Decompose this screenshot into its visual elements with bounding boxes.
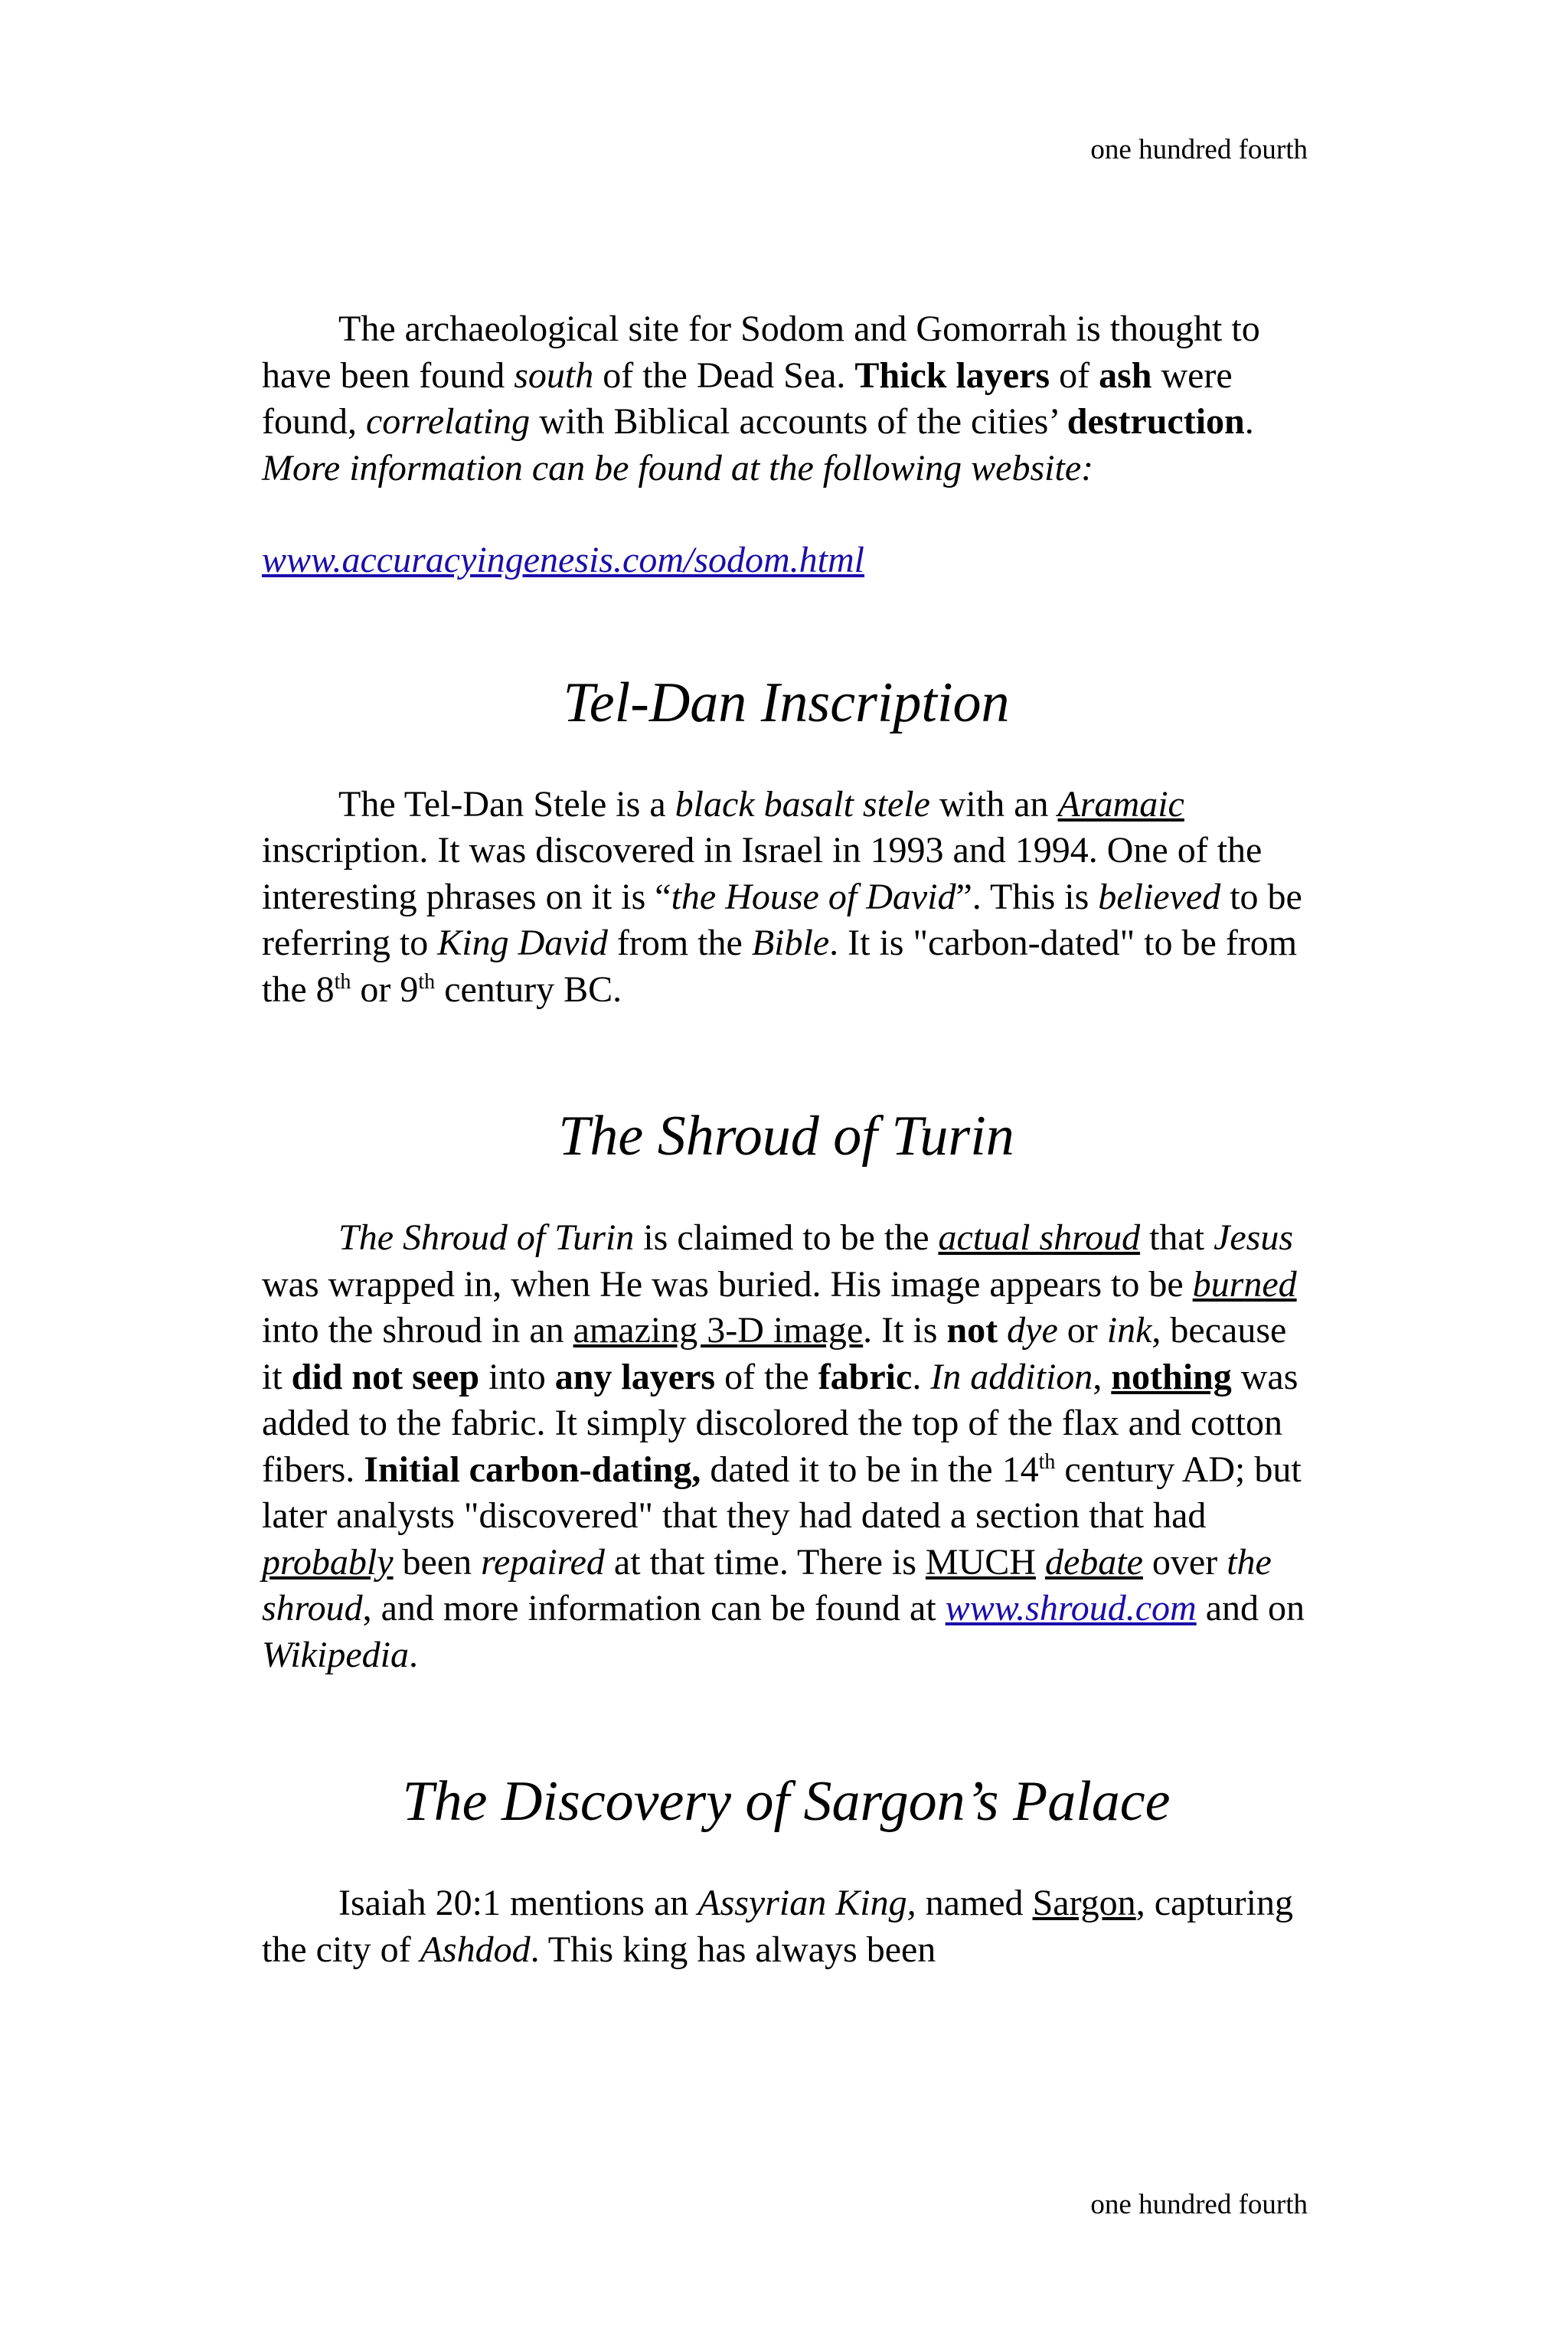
text-run: The Tel-Dan Stele is a [338, 783, 675, 825]
text-run: . It is [863, 1310, 947, 1351]
text-run: , [1093, 1356, 1112, 1397]
text-run: , because it [262, 1310, 1287, 1397]
text-run: actual shroud [938, 1217, 1141, 1258]
text-run: probably [262, 1541, 394, 1583]
text-run: of [1050, 354, 1099, 396]
text-run: More information can be found at the following website: [262, 447, 1094, 488]
text-run: and on [1196, 1588, 1305, 1628]
text-run: dated it to be in the 14 [701, 1449, 1039, 1490]
text-run: black basalt stele [675, 783, 930, 825]
text-run: over [1142, 1541, 1227, 1583]
text-run: into the shroud in an [262, 1310, 573, 1351]
text-run: into [479, 1356, 555, 1397]
superscript: th [1038, 1449, 1056, 1474]
text-run: Bible [751, 923, 830, 963]
sodom-link-line [262, 537, 1311, 584]
text-run: been [393, 1541, 482, 1583]
superscript: th [418, 969, 436, 994]
text-run: did not seep [291, 1356, 480, 1397]
shroud-website-link[interactable]: www.shroud.com [945, 1588, 1197, 1628]
text-run: was added to the fabric. It simply discolored the top of the flax and cotton fibers. [262, 1356, 1298, 1490]
text-run [998, 1310, 1007, 1351]
text-run: The archaeological site for Sodom and Gomorrah is thought to have been found [262, 309, 1260, 396]
text-run: at that time. There is [604, 1541, 926, 1583]
superscript: th [334, 969, 351, 994]
text-run: the House of David [671, 876, 956, 917]
page-content [262, 306, 1311, 1973]
text-run: or [1057, 1310, 1107, 1351]
text-run: The Shroud of Turin [338, 1217, 635, 1258]
page-footer: one hundred fourth [1090, 2189, 1308, 2220]
text-run: fabric [818, 1356, 913, 1397]
text-run: destruction [1067, 401, 1245, 442]
text-run: Wikipedia [262, 1634, 409, 1675]
text-run: of the Dead Sea. [593, 354, 855, 396]
text-run: inscription. It was discovered in Israel in 1993 and 1994. One of the interesting phrases on it is “ [262, 830, 1263, 917]
text-run: with Biblical accounts of the cities’ [530, 401, 1067, 442]
text-run: ”. This is [956, 876, 1099, 917]
text-run: were found, [262, 354, 1233, 442]
tel-dan-paragraph [262, 782, 1311, 1014]
text-run: . [912, 1356, 931, 1397]
page-header: one hundred fourth [1090, 134, 1308, 165]
text-run: ash [1099, 354, 1152, 396]
text-run: debate [1044, 1541, 1143, 1583]
shroud-paragraph [262, 1215, 1311, 1678]
text-run: . [1244, 401, 1254, 442]
text-run: Sargon [1032, 1883, 1136, 1923]
text-run: any layers [554, 1356, 716, 1397]
text-run: Isaiah 20:1 mentions an [338, 1883, 698, 1923]
text-run: to be referring to [262, 876, 1302, 963]
sodom-website-link[interactable]: www.accuracyingenesis.com/sodom.html [262, 540, 865, 580]
text-run: nothing [1111, 1356, 1232, 1397]
text-run: the shroud [262, 1541, 1272, 1628]
text-run: , capturing the city of [262, 1883, 1293, 1970]
sargon-paragraph [262, 1880, 1311, 1973]
heading-sargon-palace: The Discovery of Sargon’s Palace [402, 1770, 1171, 1833]
text-run: believed [1098, 876, 1221, 917]
text-run: from the [607, 923, 752, 963]
text-run: In addition [930, 1356, 1093, 1397]
text-run: Assyrian King, [697, 1883, 916, 1923]
text-run: that [1140, 1217, 1214, 1258]
text-run: dye [1007, 1310, 1058, 1351]
text-run: repaired [481, 1541, 605, 1583]
text-run: MUCH [925, 1541, 1036, 1583]
sodom-paragraph [262, 306, 1311, 492]
text-run: named [916, 1883, 1033, 1923]
text-run: Thick layers [854, 354, 1050, 396]
text-run: century AD; but later analysts "discovered" that they had dated a section that had [262, 1449, 1302, 1536]
text-run [1036, 1542, 1045, 1583]
heading-shroud-of-turin: The Shroud of Turin [558, 1105, 1014, 1168]
text-run: with an [929, 783, 1058, 825]
text-run: . [408, 1634, 418, 1675]
text-run: was wrapped in, when He was buried. His image appears to be [262, 1263, 1193, 1305]
text-run: Aramaic [1057, 783, 1184, 825]
text-run: amazing 3-D image [573, 1310, 864, 1351]
text-run: south [514, 354, 594, 396]
text-run: burned [1192, 1263, 1297, 1305]
text-run: correlating [365, 401, 531, 442]
text-run: King David [437, 923, 608, 963]
text-run: century BC. [435, 969, 622, 1010]
text-run: or 9 [351, 969, 419, 1010]
text-run: ink [1106, 1310, 1152, 1351]
text-run: . It is "carbon-dated" to be from the 8 [262, 923, 1298, 1010]
text-run: of the [715, 1356, 818, 1397]
heading-tel-dan: Tel-Dan Inscription [563, 671, 1010, 734]
text-run: Jesus [1214, 1217, 1294, 1258]
text-run: is claimed to be the [634, 1217, 939, 1258]
text-run: not [946, 1310, 998, 1351]
text-run: Ashdod [420, 1929, 531, 1970]
text-run: Initial carbon-dating, [364, 1449, 701, 1490]
text-run: . This king has always been [530, 1929, 936, 1970]
text-run: , and more information can be found at [362, 1588, 946, 1628]
